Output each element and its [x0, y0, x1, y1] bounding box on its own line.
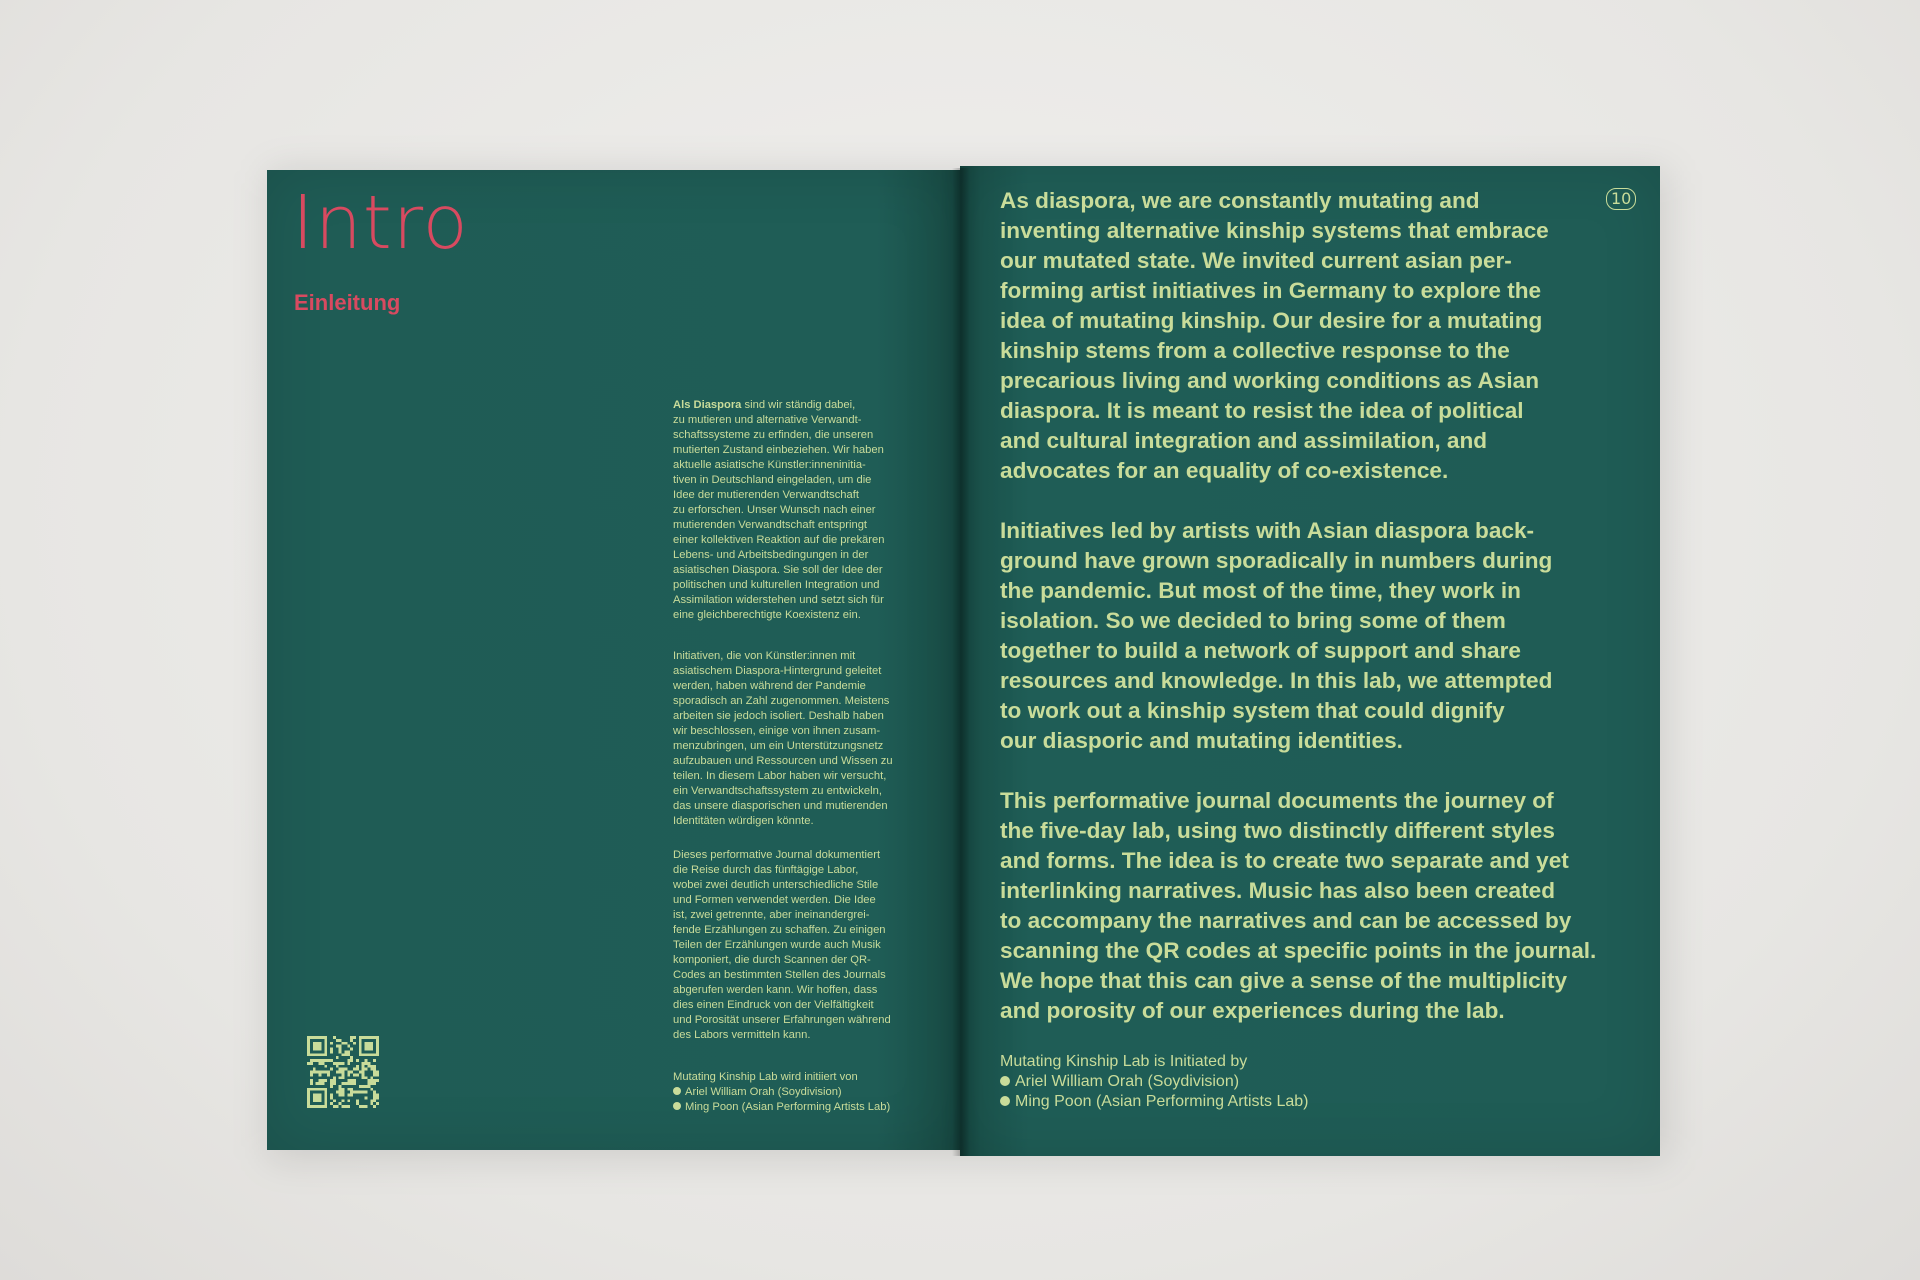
text-line: and forms. The idea is to create two separate and yet — [1000, 848, 1569, 873]
text-line: die Reise durch das fünftägige Labor, — [673, 864, 859, 876]
german-credit-name: Ariel William Orah (Soydivision) — [685, 1086, 842, 1098]
text-line: politischen und kulturellen Integration und — [673, 579, 880, 591]
text-line: to work out a kinship system that could dignify — [1000, 698, 1505, 723]
text-line: menzubringen, um ein Unterstützungsnetz — [673, 740, 884, 752]
german-credit-item — [673, 1100, 890, 1115]
german-credit-item — [673, 1085, 890, 1100]
text-line: to accompany the narratives and can be accessed by — [1000, 908, 1572, 933]
text-line: und Formen verwendet werden. Die Idee — [673, 894, 876, 906]
text-line: einer kollektiven Reaktion auf die prekären — [673, 534, 885, 546]
text-line: and porosity of our experiences during the lab. — [1000, 998, 1505, 1023]
text-line: dies einen Eindruck von der Vielfältigkeit — [673, 999, 874, 1011]
text-line: des Labors vermitteln kann. — [673, 1029, 811, 1041]
text-line: isolation. So we decided to bring some of them — [1000, 608, 1506, 633]
text-line: zu mutieren und alternative Verwandt- — [673, 414, 862, 426]
text-line: the five-day lab, using two distinctly different styles — [1000, 818, 1555, 843]
german-credit-name: Ming Poon (Asian Performing Artists Lab) — [685, 1101, 891, 1113]
text-line: interlinking narratives. Music has also been created — [1000, 878, 1556, 903]
text-line: kinship stems from a collective response to the — [1000, 338, 1510, 363]
text-line: and cultural integration and assimilation, and — [1000, 428, 1488, 453]
text-line: This performative journal documents the journey of — [1000, 788, 1554, 813]
text-line: advocates for an equality of co-existence. — [1000, 458, 1449, 483]
text-line: aktuelle asiatische Künstler:inneninitia- — [673, 459, 866, 471]
english-credit-name: Ming Poon (Asian Performing Artists Lab) — [1015, 1093, 1309, 1110]
text-line: eine gleichberechtigte Koexistenz ein. — [673, 609, 861, 621]
text-line: resources and knowledge. In this lab, we attempted — [1000, 668, 1553, 693]
german-paragraph-1-lead: Als Diaspora — [673, 399, 742, 411]
text-line: asiatischem Diaspora-Hintergrund geleitet — [673, 665, 882, 677]
text-line: the pandemic. But most of the time, they work in — [1000, 578, 1521, 603]
text-line: Initiatives led by artists with Asian diaspora back- — [1000, 518, 1535, 543]
text-line: sind wir ständig dabei, — [741, 399, 856, 411]
intro-title: Intro — [292, 180, 469, 266]
text-line: zu erforschen. Unser Wunsch nach einer — [673, 504, 876, 516]
text-line: teilen. In diesem Labor haben wir versucht, — [673, 770, 887, 782]
text-line: idea of mutating kinship. Our desire for a mutating — [1000, 308, 1543, 333]
german-credits — [673, 1070, 890, 1115]
text-line: fende Erzählungen zu schaffen. Zu einigen — [673, 924, 886, 936]
text-line: Dieses performative Journal dokumentiert — [673, 849, 881, 861]
text-line: Initiativen, die von Künstler:innen mit — [673, 650, 856, 662]
text-line: As diaspora, we are constantly mutating and — [1000, 188, 1480, 213]
qr-code-icon[interactable] — [307, 1036, 379, 1108]
page-number: 10 — [1606, 188, 1636, 210]
text-line: komponiert, die durch Scannen der QR- — [673, 954, 871, 966]
german-paragraph-3 — [673, 848, 923, 1043]
bullet-icon — [673, 1102, 681, 1110]
english-paragraph-3 — [1000, 786, 1630, 1026]
english-paragraph-2 — [1000, 516, 1630, 756]
german-paragraph-2 — [673, 649, 923, 829]
bullet-icon — [1000, 1076, 1010, 1086]
german-paragraph-1 — [673, 398, 923, 623]
text-line: sporadisch an Zahl zugenommen. Meistens — [673, 695, 890, 707]
text-line: arbeiten sie jedoch isoliert. Deshalb haben — [673, 710, 884, 722]
text-line: our diasporic and mutating identities. — [1000, 728, 1403, 753]
text-line: wobei zwei deutlich unterschiedliche Stile — [673, 879, 879, 891]
text-line: our mutated state. We invited current asian per- — [1000, 248, 1512, 273]
english-paragraph-1 — [1000, 186, 1630, 486]
text-line: tiven in Deutschland eingeladen, um die — [673, 474, 872, 486]
english-credits-heading: Mutating Kinship Lab is Initiated by — [1000, 1053, 1248, 1070]
text-line: aufzubauen und Ressourcen und Wissen zu — [673, 755, 893, 767]
text-line: wir beschlossen, einige von ihnen zusam- — [673, 725, 881, 737]
text-line: ist, zwei getrennte, aber ineinandergrei- — [673, 909, 870, 921]
text-line: Codes an bestimmten Stellen des Journals — [673, 969, 886, 981]
text-line: Idee der mutierenden Verwandtschaft — [673, 489, 859, 501]
english-credit-item — [1000, 1072, 1308, 1092]
text-line: forming artist initiatives in Germany to explore the — [1000, 278, 1542, 303]
text-line: ein Verwandtschaftssystem zu entwickeln, — [673, 785, 882, 797]
text-line: inventing alternative kinship systems that embrace — [1000, 218, 1549, 243]
text-line: precarious living and working conditions as Asian — [1000, 368, 1540, 393]
text-line: scanning the QR codes at specific points in the journal. — [1000, 938, 1597, 963]
text-line: asiatischen Diaspora. Sie soll der Idee der — [673, 564, 883, 576]
text-line: ground have grown sporadically in numbers during — [1000, 548, 1553, 573]
english-credit-item — [1000, 1092, 1308, 1112]
english-credit-name: Ariel William Orah (Soydivision) — [1015, 1073, 1240, 1090]
bullet-icon — [1000, 1096, 1010, 1106]
german-credits-heading: Mutating Kinship Lab wird initiiert von — [673, 1071, 858, 1083]
text-line: mutierten Zustand einbeziehen. Wir haben — [673, 444, 884, 456]
text-line: abgerufen werden kann. Wir hoffen, dass — [673, 984, 878, 996]
text-line: We hope that this can give a sense of the multiplicity — [1000, 968, 1568, 993]
text-line: Assimilation widerstehen und setzt sich für — [673, 594, 884, 606]
text-line: werden, haben während der Pandemie — [673, 680, 866, 692]
text-line: das unsere diasporischen und mutierenden — [673, 800, 888, 812]
text-line: und Porosität unserer Erfahrungen während — [673, 1014, 891, 1026]
text-line: Lebens- und Arbeitsbedingungen in der — [673, 549, 869, 561]
text-line: Identitäten würdigen könnte. — [673, 815, 814, 827]
book-spine-fold — [952, 168, 970, 1156]
text-line: together to build a network of support and share — [1000, 638, 1521, 663]
text-line: schaftssysteme zu erfinden, die unseren — [673, 429, 874, 441]
text-line: diaspora. It is meant to resist the idea of political — [1000, 398, 1524, 423]
intro-subtitle: Einleitung — [294, 290, 401, 315]
bullet-icon — [673, 1087, 681, 1095]
english-credits — [1000, 1052, 1308, 1112]
text-line: mutierenden Verwandtschaft entspringt — [673, 519, 868, 531]
text-line: Teilen der Erzählungen wurde auch Musik — [673, 939, 881, 951]
